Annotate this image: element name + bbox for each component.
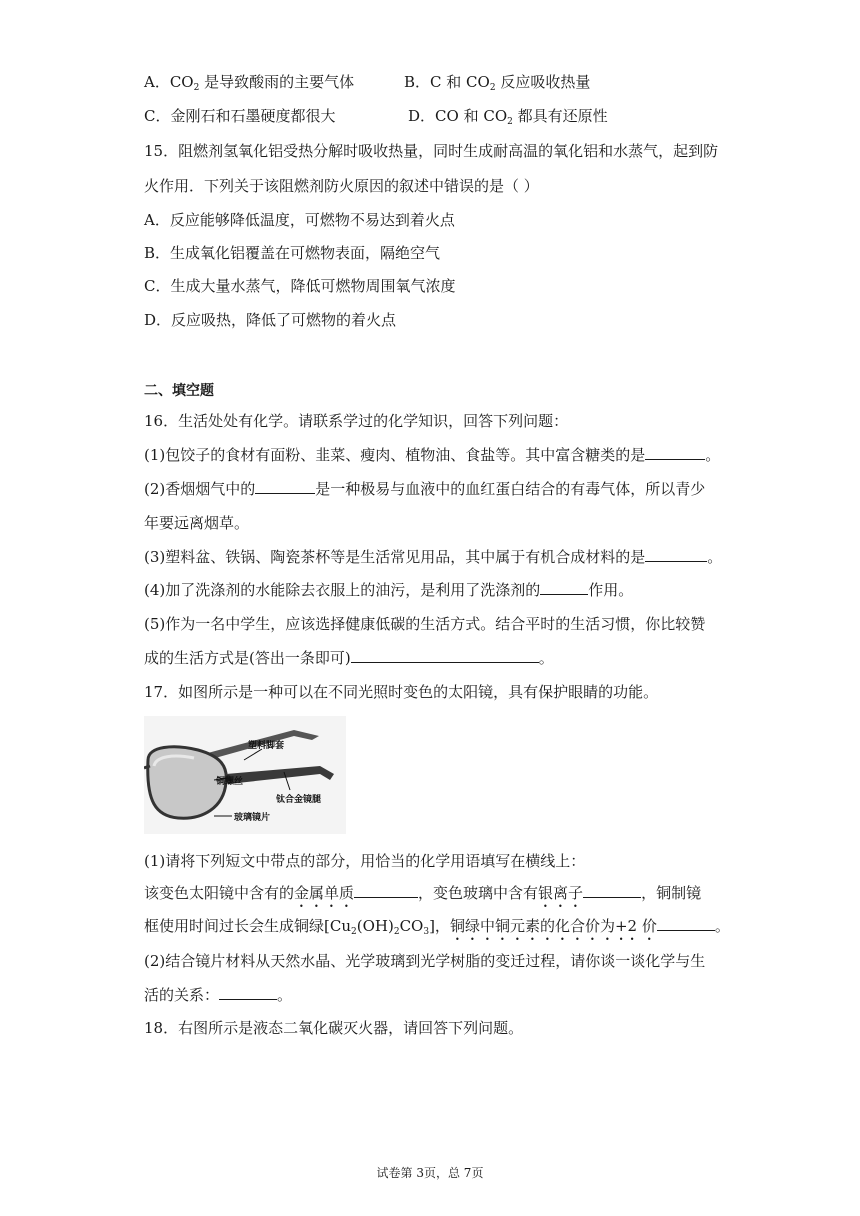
q17-part1-line-b: 框使用时间过长会生成铜绿$[Cu_2(OH)_2CO_3]$，铜绿中铜元素的化合价为+2 价 。	[144, 917, 730, 937]
q15-option-c: C．生成大量水蒸气，降低可燃物周围氧气浓度	[144, 277, 456, 295]
label-plastic-pad: 塑料脚套	[248, 741, 285, 751]
q17-stem: 17．如图所示是一种可以在不同光照时变色的太阳镜，具有保护眼睛的功能。	[144, 683, 659, 701]
answer-blank[interactable]	[540, 580, 588, 595]
answer-blank[interactable]	[657, 916, 715, 931]
section-heading-fill-in: 二、填空题	[144, 383, 214, 399]
label-copper-screw: 铜螺丝	[216, 777, 244, 787]
answer-blank[interactable]	[219, 985, 277, 1000]
q14-option-a: A．$CO_2$ 是导致酸雨的主要气体	[144, 73, 355, 93]
label-titanium-leg: 钛合金镜腿	[276, 795, 322, 805]
sunglasses-illustration	[144, 716, 346, 834]
q15-stem-line1: 15．阻燃剂氢氧化铝受热分解时吸收热量，同时生成耐高温的氧化铝和水蒸气，起到防	[144, 142, 719, 160]
page-footer: 试卷第 3页，总 7页	[376, 1166, 484, 1180]
answer-blank[interactable]	[645, 445, 705, 460]
label-glass-lens: 玻璃镜片	[234, 813, 271, 823]
q16-stem: 16．生活处处有化学。请联系学过的化学知识，回答下列问题：	[144, 412, 569, 430]
q15-option-a: A．反应能够降低温度，可燃物不易达到着火点	[144, 211, 455, 229]
q14-option-d: D．CO 和 $CO_2$ 都具有还原性	[408, 107, 608, 127]
answer-blank[interactable]	[255, 479, 315, 494]
q18-stem: 18．右图所示是液态二氧化碳灭火器，请回答下列问题。	[144, 1019, 524, 1037]
sunglasses-figure	[144, 716, 346, 834]
q16-part1: (1)包饺子的食材有面粉、韭菜、瘦肉、植物油、食盐等。其中富含糖类的是 。	[144, 446, 721, 464]
answer-blank[interactable]	[583, 883, 641, 898]
q17-part1-line-a: 该变色太阳镜中含有的金属单质 ，变色玻璃中含有银离子 ，铜制镜	[144, 884, 702, 902]
q14-option-b: B．C 和 $CO_2$ 反应吸收热量	[404, 73, 591, 93]
q16-part2: (2)香烟烟气中的 是一种极易与血液中的血红蛋白结合的有毒气体，所以青少	[144, 480, 706, 498]
q17-part2-line2: 活的关系： 。	[144, 986, 293, 1004]
q15-option-b: B．生成氧化铝覆盖在可燃物表面，隔绝空气	[144, 244, 441, 262]
q15-option-d: D．反应吸热，降低了可燃物的着火点	[144, 311, 397, 329]
q16-part2-line2: 年要远离烟草。	[144, 514, 250, 532]
q16-part3: (3)塑料盆、铁锅、陶瓷茶杯等是生活常见用品，其中属于有机合成材料的是 。	[144, 548, 723, 566]
q17-part2-line1: (2)结合镜片材料从天然水晶、光学玻璃到光学树脂的变迁过程，请你谈一谈化学与生	[144, 952, 706, 970]
q17-part1-stem: (1)请将下列短文中带点的部分，用恰当的化学用语填写在横线上：	[144, 852, 586, 870]
q15-stem-line2: 火作用．下列关于该阻燃剂防火原因的叙述中错误的是（ ）	[144, 177, 539, 195]
q16-part5-line1: (5)作为一名中学生，应该选择健康低碳的生活方式。结合平时的生活习惯，你比较赞	[144, 615, 706, 633]
q16-part4: (4)加了洗涤剂的水能除去衣服上的油污，是利用了洗涤剂的 作用。	[144, 581, 634, 599]
answer-blank[interactable]	[354, 883, 418, 898]
answer-blank[interactable]	[645, 547, 707, 562]
answer-blank[interactable]	[351, 648, 539, 663]
q16-part5-line2: 成的生活方式是(答出一条即可) 。	[144, 649, 554, 667]
q14-option-c: C．金刚石和石墨硬度都很大	[144, 107, 336, 125]
